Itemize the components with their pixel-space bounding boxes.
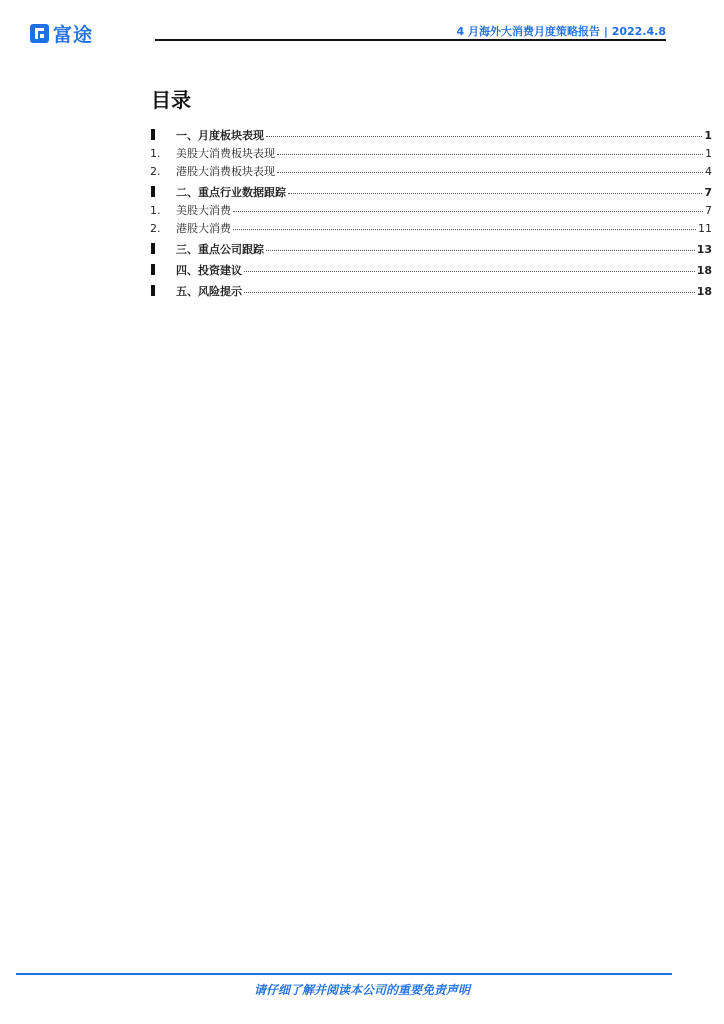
toc-entry-number: 1. (150, 204, 161, 217)
section-bar-marker (150, 243, 176, 256)
toc-entry-number: 1. (150, 147, 161, 160)
toc-entry-page: 1 (705, 147, 712, 160)
toc-entry-page: 13 (696, 243, 712, 256)
toc-entry-label: 二、重点行业数据跟踪 (176, 186, 286, 199)
toc-entry-page: 11 (698, 222, 712, 235)
toc-entry-label: 一、月度板块表现 (176, 129, 264, 142)
toc-dot-leader (266, 250, 695, 251)
brand-logo (30, 20, 93, 47)
header-divider (155, 39, 666, 41)
toc-entry-page: 1 (704, 129, 712, 142)
toc-heading: 目录 (151, 88, 191, 112)
table-of-contents (150, 127, 712, 301)
toc-entry[interactable] (150, 163, 712, 181)
toc-dot-leader (266, 136, 702, 137)
footer-divider (16, 973, 672, 975)
toc-entry[interactable] (150, 145, 712, 163)
toc-entry[interactable] (150, 262, 712, 280)
toc-entry-label: 四、投资建议 (176, 264, 242, 277)
toc-entry-page: 7 (704, 186, 712, 199)
toc-entry[interactable] (150, 127, 712, 145)
toc-entry-number: 2. (150, 222, 161, 235)
futu-logo-icon (30, 24, 49, 43)
toc-entry-page: 18 (696, 285, 712, 298)
toc-entry[interactable] (150, 241, 712, 259)
toc-entry[interactable] (150, 184, 712, 202)
section-bar-marker (150, 264, 176, 277)
toc-entry-page: 4 (705, 165, 712, 178)
toc-entry-page: 7 (705, 204, 712, 217)
toc-entry-number: 2. (150, 165, 161, 178)
toc-entry[interactable] (150, 202, 712, 220)
section-bar-marker (150, 186, 176, 199)
toc-dot-leader (244, 292, 695, 293)
toc-entry-label: 港股大消费 (176, 222, 231, 235)
report-title: 4 月海外大消费月度策略报告 | 2022.4.8 (456, 25, 666, 38)
toc-dot-leader (233, 229, 696, 230)
toc-dot-leader (244, 271, 695, 272)
toc-entry-label: 美股大消费板块表现 (176, 147, 275, 160)
toc-entry[interactable] (150, 220, 712, 238)
toc-dot-leader (233, 211, 703, 212)
toc-entry-label: 五、风险提示 (176, 285, 242, 298)
toc-entry-label: 三、重点公司跟踪 (176, 243, 264, 256)
section-bar-marker (150, 285, 176, 298)
toc-entry-label: 美股大消费 (176, 204, 231, 217)
toc-entry-label: 港股大消费板块表现 (176, 165, 275, 178)
footer-disclaimer: 请仔细了解并阅读本公司的重要免责声明 (253, 983, 470, 997)
toc-dot-leader (288, 193, 702, 194)
toc-dot-leader (277, 172, 703, 173)
section-bar-marker (150, 129, 176, 142)
toc-dot-leader (277, 154, 703, 155)
toc-entry-page: 18 (696, 264, 712, 277)
toc-entry[interactable] (150, 283, 712, 301)
logo-text: 富途 (53, 24, 94, 46)
